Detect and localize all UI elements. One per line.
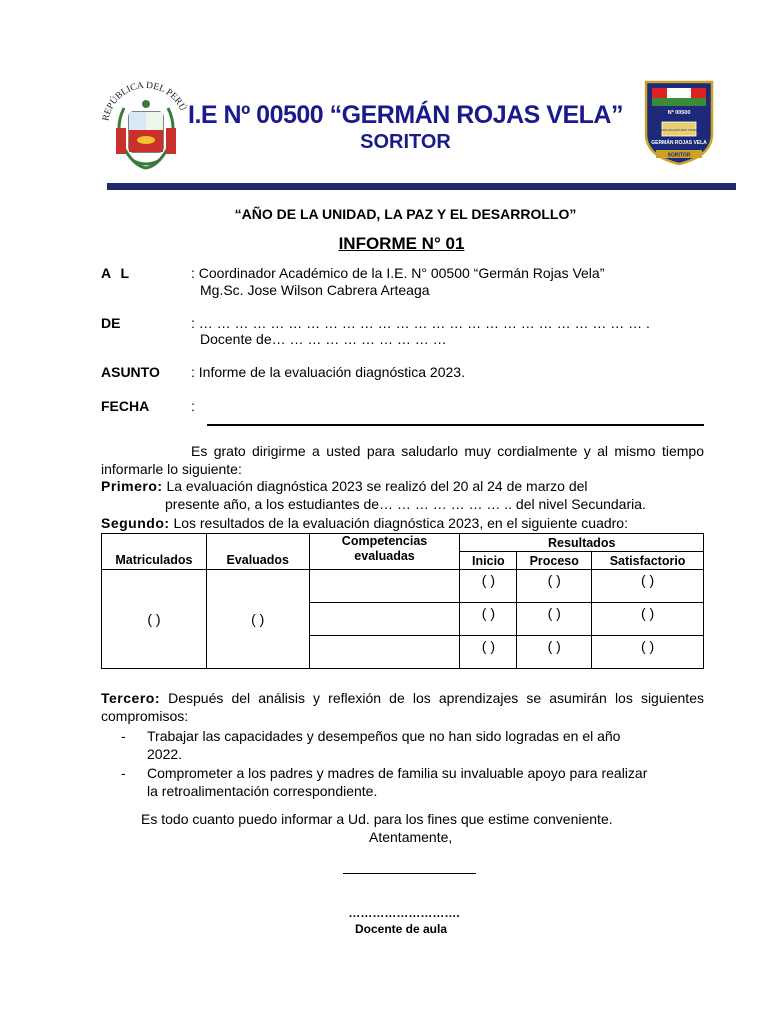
al-label: A L	[101, 265, 133, 281]
competencia-cell-1[interactable]	[309, 570, 460, 603]
report-title: INFORME N° 01	[338, 234, 465, 253]
primero-line	[101, 477, 704, 495]
proceso-cell-2[interactable]: ( )	[517, 603, 592, 636]
shield-motto: DISCIPLINA ESTUDIO TRABAJO	[656, 128, 702, 132]
col-inicio: Inicio	[460, 552, 517, 570]
fecha-label: FECHA	[101, 398, 150, 414]
intro-paragraph: Es grato dirigirme a usted para saludarlo muy cordialmente y al mismo tiempo informarle lo siguiente:	[101, 443, 704, 477]
bullet-dash-2: -	[121, 765, 126, 781]
bullet-2-line2: la retroalimentación correspondiente.	[147, 783, 378, 799]
satisfactorio-cell-3[interactable]: ( )	[592, 636, 704, 669]
de-line2: Docente de… … … … … … … … … …	[200, 331, 447, 347]
results-table	[101, 533, 704, 669]
fecha-value: :	[191, 398, 195, 414]
signature-line	[343, 873, 476, 874]
school-city: SORITOR	[360, 131, 451, 153]
tercero-paragraph	[101, 689, 704, 725]
matriculados-cell[interactable]: ( )	[102, 570, 207, 669]
competencia-cell-2[interactable]	[309, 603, 460, 636]
signature-role: Docente de aula	[354, 922, 448, 936]
al-line1: : Coordinador Académico de la I.E. N° 00500 “Germán Rojas Vela”	[191, 265, 605, 281]
year-slogan: “AÑO DE LA UNIDAD, LA PAZ Y EL DESARROLLO”	[234, 206, 577, 222]
primero-text-2: presente año, a los estudiantes de… … … … … … … .. del nivel Secundaria.	[165, 496, 646, 512]
regards-text: Atentamente,	[369, 829, 453, 845]
proceso-cell-1[interactable]: ( )	[517, 570, 592, 603]
col-proceso: Proceso	[517, 552, 592, 570]
col-competencias: Competencias evaluadas	[309, 534, 460, 570]
shield-city: SORITOR	[667, 152, 691, 159]
satisfactorio-cell-2[interactable]: ( )	[592, 603, 704, 636]
signature-dots: ……………………….	[348, 906, 460, 920]
proceso-cell-3[interactable]: ( )	[517, 636, 592, 669]
de-label: DE	[101, 315, 121, 331]
inicio-cell-2[interactable]: ( )	[460, 603, 517, 636]
segundo-text: Los resultados de la evaluación diagnóstica 2023, en el siguiente cuadro:	[173, 515, 628, 531]
segundo-label: Segundo:	[101, 515, 170, 531]
col-matriculados: Matriculados	[102, 534, 207, 570]
satisfactorio-cell-1[interactable]: ( )	[592, 570, 704, 603]
al-line2: Mg.Sc. Jose Wilson Cabrera Arteaga	[200, 282, 430, 298]
asunto-label: ASUNTO	[101, 364, 160, 380]
svg-text:REPÚBLICA DEL PERÚ: REPÚBLICA DEL PERÚ	[101, 80, 188, 122]
evaluados-cell[interactable]: ( )	[206, 570, 309, 669]
bullet-1-line2: 2022.	[147, 746, 183, 762]
bullet-dash-1: -	[121, 728, 126, 744]
fecha-underline	[207, 424, 704, 426]
primero-text: La evaluación diagnóstica 2023 se realizó del 20 al 24 de marzo del	[166, 478, 588, 494]
inicio-cell-1[interactable]: ( )	[460, 570, 517, 603]
col-resultados: Resultados	[460, 534, 704, 552]
col-evaluados: Evaluados	[206, 534, 309, 570]
header-divider	[107, 183, 736, 190]
school-shield-logo	[644, 78, 714, 166]
de-line1: : … … … … … … … … … … … … … … … … … … … … … … … … … .	[191, 315, 650, 331]
primero-label: Primero:	[101, 478, 163, 494]
bullet-1-line1: Trabajar las capacidades y desempeños que no han sido logradas en el año	[147, 728, 621, 744]
competencia-cell-3[interactable]	[309, 636, 460, 669]
shield-name: GERMÁN ROJAS VELA	[651, 140, 707, 146]
tercero-text: Después del análisis y reflexión de los aprendizajes se asumirán los siguientes compromisos:	[101, 690, 704, 724]
school-name: I.E Nº 00500 “GERMÁN ROJAS VELA”	[188, 101, 623, 129]
closing-text: Es todo cuanto puedo informar a Ud. para los fines que estime conveniente.	[141, 811, 613, 827]
inicio-cell-3[interactable]: ( )	[460, 636, 517, 669]
col-satisfactorio: Satisfactorio	[592, 552, 704, 570]
tercero-label: Tercero:	[101, 690, 160, 706]
segundo-line	[101, 514, 628, 532]
shield-number: Nº 00500	[667, 110, 691, 116]
asunto-value: : Informe de la evaluación diagnóstica 2023.	[191, 364, 465, 380]
bullet-2-line1: Comprometer a los padres y madres de familia su invaluable apoyo para realizar	[147, 765, 648, 781]
